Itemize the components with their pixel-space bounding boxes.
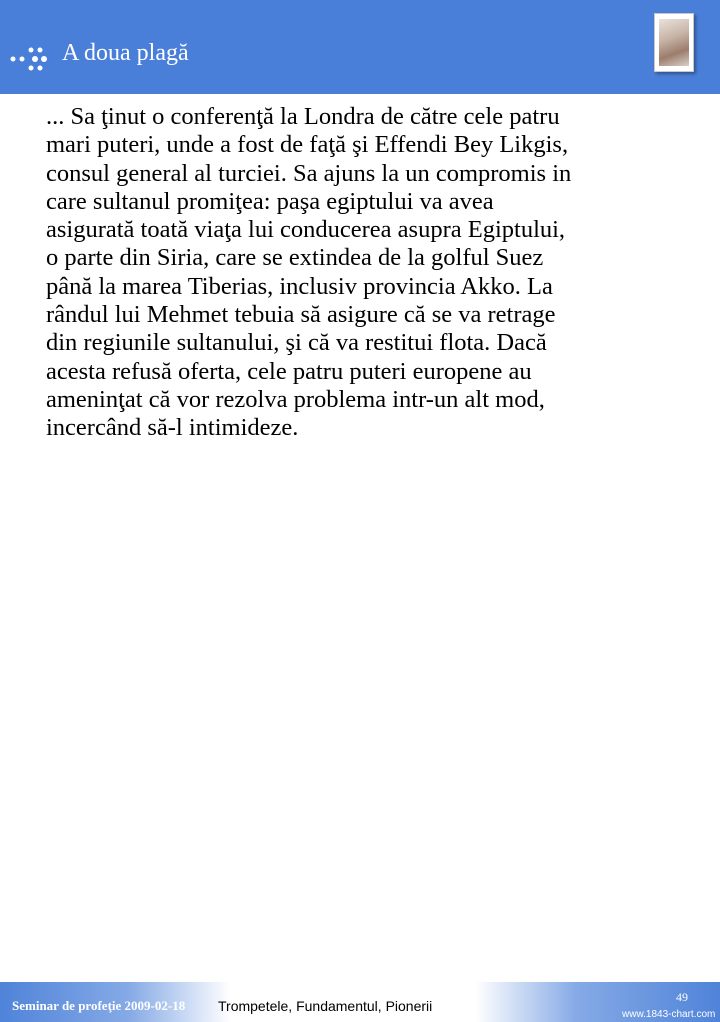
body-line: o parte din Siria, care se extindea de la golful Suez	[46, 244, 544, 272]
body-line: rândul lui Mehmet tebuia să asigure că se va retrage	[46, 301, 556, 329]
page-number: 49	[676, 990, 688, 1004]
body-line: până la marea Tiberias, inclusiv provincia Akko. La	[46, 272, 553, 300]
slide-body-text	[46, 103, 696, 443]
body-line: ... Sa ţinut o conferenţă la Londra de către cele patru	[46, 103, 560, 130]
slide-header	[0, 0, 720, 94]
body-line: consul general al turciei. Sa ajuns la un compromis in	[46, 159, 572, 187]
body-line: incercând să-l intimideze.	[46, 414, 299, 442]
slide-footer	[0, 482, 720, 1020]
body-line: ameninţat că vor rezolva problema intr-un alt mod,	[46, 385, 545, 413]
body-line: asigurată toată viaţa lui conducerea asupra Egiptului,	[46, 216, 566, 244]
picture-image	[659, 19, 689, 66]
body-line: din regiunile sultanului, şi că va restitui flota. Dacă	[46, 329, 547, 357]
body-line: care sultanul promiţea: paşa egiptului va avea	[46, 187, 494, 215]
praying-hands-picture-icon	[654, 13, 694, 72]
body-line: acesta refusă oferta, cele patru puteri europene au	[46, 357, 532, 385]
footer-topics: Trompetele, Fundamentul, Pionerii	[218, 998, 433, 1014]
footer-date: 20.03.2018	[12, 965, 66, 979]
body-line: mari puteri, unde a fost de faţă şi Effendi Bey Likgis,	[46, 131, 569, 159]
footer-seminar-label: Seminar de profeţie 2009-02-18	[12, 998, 186, 1013]
dots-decoration-icon	[10, 44, 54, 74]
footer-site: www.1843-chart.com	[622, 1009, 716, 1020]
slide-title: A doua plagă	[62, 40, 189, 66]
